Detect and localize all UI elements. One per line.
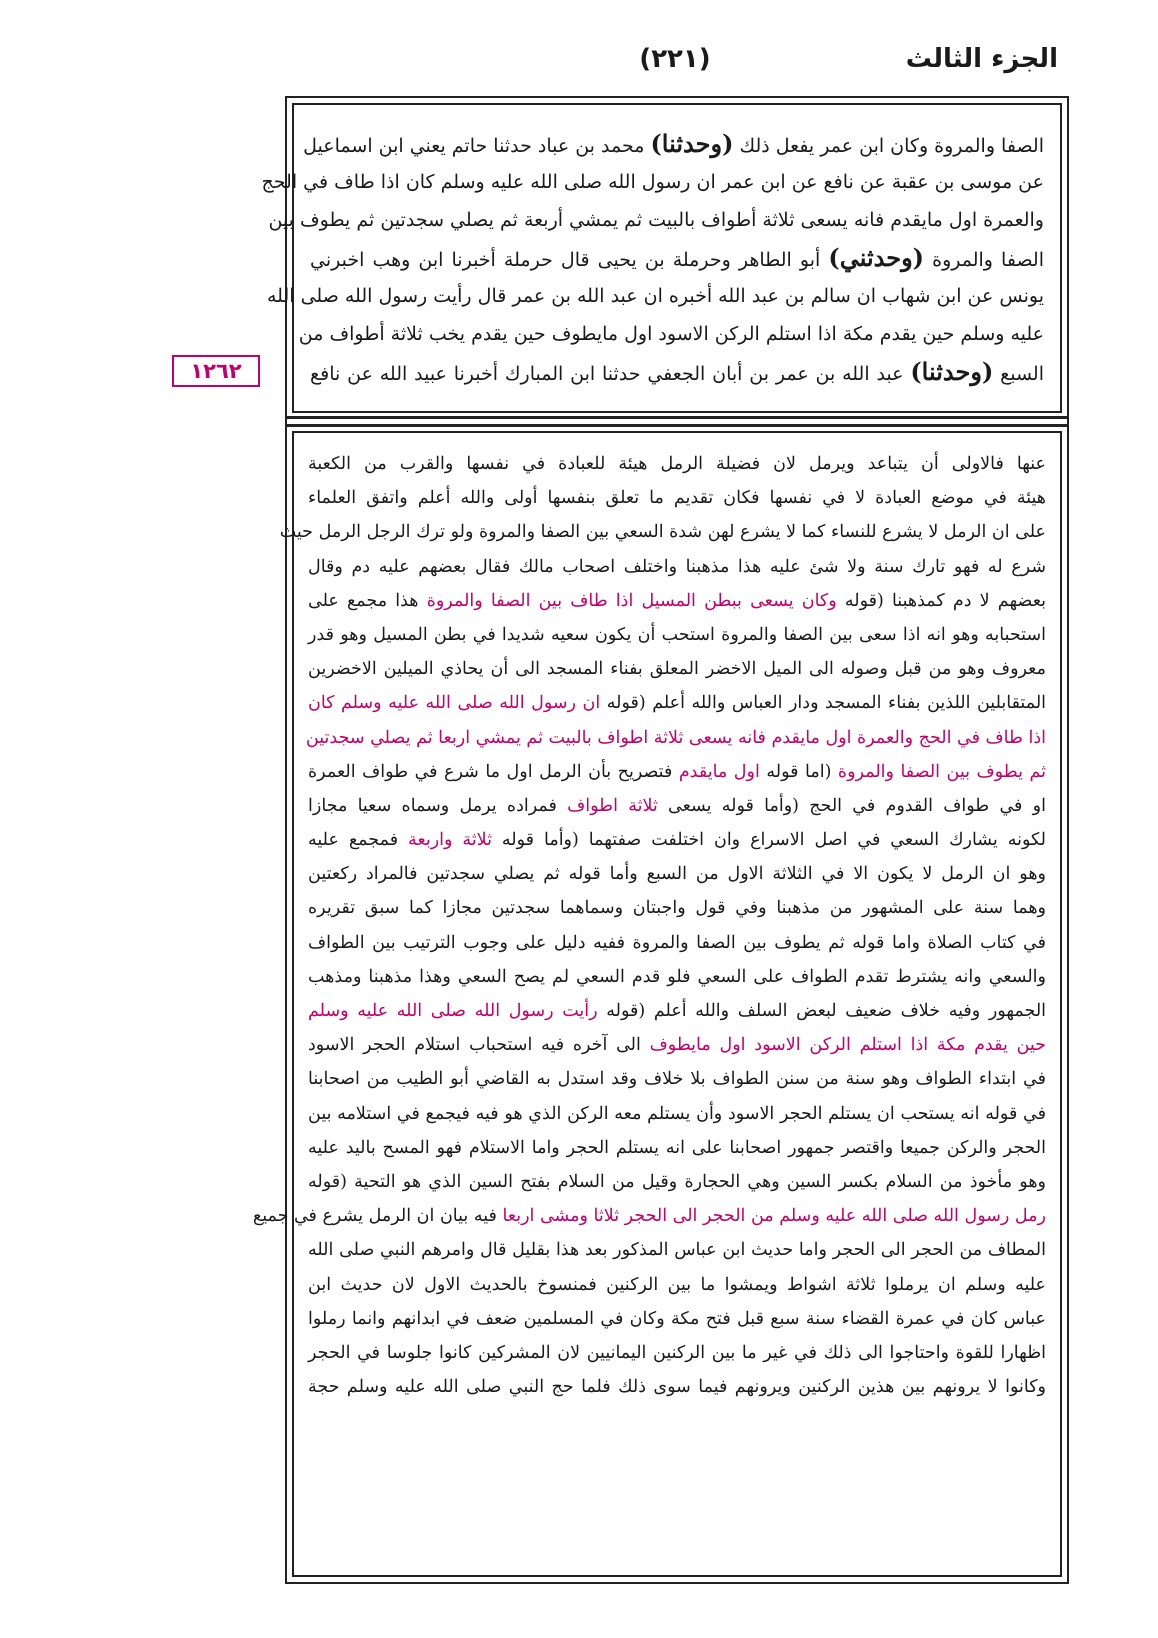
- text-segment: فمراده يرمل وسماه سعيا مجازا: [308, 795, 568, 816]
- highlighted-quote: ثم يطوف بين الصفا والمروة: [837, 761, 1046, 782]
- text-segment: وهما سنة على المشهور من مذهبنا وفي قول واجبتان وسماهما سجدتين مجازا كما سبق تقريره: [308, 898, 1046, 919]
- hadith-text-box: [261, 103, 1062, 413]
- text-line: [268, 201, 1044, 239]
- text-segment: هذا مجمع على: [308, 590, 427, 611]
- text-segment: عليه وسلم ان يرملوا ثلاثة اشواط ويمشوا ما بين الركنين فمنسوخ بالحديث الاول لان حديث ابن: [308, 1274, 1046, 1295]
- text-segment: عباس كان في عمرة القضاء سنة سبع قبل فتح مكة وكان في المسلمين ضعف في ابدانهم وانما رملوا: [308, 1308, 1046, 1329]
- highlighted-quote: ان رسول الله صلى الله عليه وسلم كان: [308, 693, 601, 714]
- text-line: [308, 1028, 1046, 1062]
- text-segment: الى آخره فيه استحباب استلام الحجر الاسود: [308, 1035, 650, 1056]
- text-segment: وهو ان الرمل لا يكون الا في الثلاثة الاول من السبع وأما قوله ثم يصلي سجدتين فالمراد ركعتين: [308, 864, 1046, 885]
- text-segment: يونس عن ابن شهاب ان سالم بن عبد الله أخبره ان عبد الله بن عمر قال رأيت رسول الله صلى الله: [266, 285, 1044, 307]
- text-line: [308, 1268, 1046, 1302]
- text-line: [308, 789, 1046, 823]
- text-segment: محمد بن عباد حدثنا حاتم يعني ابن اسماعيل: [303, 135, 651, 157]
- highlighted-quote: اول مايقدم: [678, 761, 760, 782]
- text-segment: الصفا والمروة وكان ابن عمر يفعل ذلك: [733, 135, 1044, 157]
- text-line: [308, 1370, 1046, 1404]
- text-line: [308, 686, 1046, 720]
- text-segment: فيه بيان ان الرمل يشرع في جميع: [252, 1206, 503, 1227]
- text-segment: المتقابلين اللذين بفناء المسجد ودار العباس والله أعلم (قوله: [600, 693, 1047, 714]
- commentary-box: [252, 431, 1062, 1577]
- text-segment: الصفا والمروة: [924, 249, 1044, 271]
- text-line: [308, 1302, 1046, 1336]
- narration-marker: (وحدثنا): [650, 129, 734, 158]
- text-segment: على ان الرمل لا يشرع للنساء كما لا يشرع لهن شدة السعي بين الصفا والمروة ولو ترك الرجل الرمل حيث: [279, 522, 1046, 543]
- text-line: [308, 994, 1046, 1028]
- text-line: [308, 1336, 1046, 1370]
- text-line: [266, 277, 1044, 315]
- narration-marker: (وحدثنا): [910, 357, 994, 386]
- text-line: [252, 1199, 1046, 1233]
- commentary-text: [252, 447, 1047, 1404]
- text-line: [308, 823, 1046, 857]
- text-line: [310, 353, 1044, 391]
- text-line: [308, 1233, 1046, 1267]
- part-title: الجزء الثالث: [905, 44, 1058, 74]
- text-line: [308, 1131, 1046, 1165]
- text-line: [308, 1165, 1046, 1199]
- text-segment: هيئة في موضع العبادة لا في نفسها فكان تقديم ما تعلق بنفسها أولى والله أعلم واتفق العلماء: [308, 488, 1046, 509]
- text-segment: السبع: [993, 363, 1044, 385]
- narration-marker: (وحدثني): [828, 243, 925, 272]
- text-segment: في كتاب الصلاة واما قوله ثم يطوف بين الصفا والمروة ففيه دليل على وجوب الترتيب بين الطواف: [308, 932, 1046, 953]
- highlighted-quote: رمل رسول الله صلى الله عليه وسلم من الحجر الى الحجر ثلاثا ومشى اربعا: [502, 1206, 1046, 1227]
- text-line: [298, 315, 1044, 353]
- hadith-text: [261, 125, 1044, 391]
- text-segment: وكانوا لا يرونهم بين هذين الركنين ويرونهم فيما سوى ذلك فلما حج النبي صلى الله عليه وسلم حجة: [308, 1377, 1046, 1398]
- highlighted-quote: رأيت رسول الله صلى الله عليه وسلم: [308, 1001, 598, 1021]
- text-line: [261, 163, 1044, 201]
- text-segment: والعمرة اول مايقدم فانه يسعى ثلاثة أطواف بالبيت ثم يمشي أربعة ثم يصلي سجدتين ثم يطوف بين: [268, 209, 1044, 231]
- highlighted-quote: حين يقدم مكة اذا استلم الركن الاسود اول مايطوف: [649, 1035, 1046, 1056]
- text-segment: في قوله انه يستحب ان يستلم الحجر الاسود وأن يستلم معه الركن الذي هو فيه فيجمع في استلامه بين: [308, 1103, 1046, 1124]
- text-segment: عن موسى بن عقبة عن نافع عن ابن عمر ان رسول الله صلى الله عليه وسلم كان اذا طاف في الحج: [261, 171, 1044, 193]
- separator-rule: [287, 416, 1067, 419]
- highlighted-quote: وكان يسعى ببطن المسيل اذا طاف بين الصفا والمروة: [426, 590, 837, 611]
- text-line: [279, 515, 1046, 549]
- text-line: [308, 960, 1046, 994]
- text-line: [308, 857, 1046, 891]
- hadith-number-box: ١٢٦٢: [172, 355, 260, 387]
- separator-rule: [287, 424, 1067, 427]
- text-line: [308, 447, 1046, 481]
- text-line: [308, 755, 1046, 789]
- text-segment: فمجمع عليه: [308, 830, 408, 851]
- text-segment: فتصريح بأن الرمل اول ما شرع في طواف العمرة: [308, 761, 679, 782]
- highlighted-quote: ثلاثة واربعة: [408, 830, 492, 851]
- text-line: [305, 721, 1046, 755]
- text-segment: بعضهم لا دم كمذهبنا (قوله: [836, 590, 1047, 611]
- text-line: [308, 926, 1046, 960]
- text-line: [308, 550, 1046, 584]
- text-segment: والسعي وانه يشترط تقدم الطواف على السعي فلو قدم السعي لم يصح السعي وهذا مذهبنا ومذهب: [308, 966, 1046, 987]
- text-line: [303, 125, 1044, 163]
- text-segment: استحبابه وهو انه اذا سعى بين الصفا والمروة استحب أن يكون سعيه شديدا في بطن المسيل وهو قدر: [308, 624, 1046, 645]
- text-segment: الحجر والركن جميعا واقتصر جمهور اصحابنا على انه يستلم الحجر واما الاستلام فهو المسح باليد عليه: [308, 1137, 1046, 1158]
- text-segment: معروف وهو من قبل وصوله الى الميل الاخضر المعلق بفناء المسجد الى أن يحاذي الميلين الاخضرين: [308, 659, 1046, 680]
- page-frame: [252, 96, 1069, 1584]
- text-segment: اظهارا للقوة واحتاجوا الى ذلك في غير ما بين الركنين اليمانيين لان المشركين كانوا جلوسا في الحجر: [308, 1342, 1046, 1363]
- text-line: [308, 652, 1046, 686]
- text-line: [308, 618, 1046, 652]
- text-line: [308, 481, 1046, 515]
- text-line: [308, 584, 1046, 618]
- text-segment: المطاف من الحجر الى الحجر واما حديث ابن عباس المذكور بعد هذا بقليل قال وامرهم النبي صلى الله: [308, 1240, 1046, 1261]
- text-segment: أبو الطاهر وحرملة بن يحيى قال حرملة أخبرنا ابن وهب اخبرني: [310, 249, 829, 271]
- page-number: (٢٢١): [639, 44, 711, 74]
- text-segment: لكونه يشارك السعي في اصل الاسراع وان اختلفت صفتهما (وأما قوله: [491, 830, 1047, 851]
- text-segment: الجمهور وفيه خلاف ضعيف لبعض السلف والله أعلم (قوله: [597, 1001, 1047, 1021]
- text-line: [308, 1062, 1046, 1096]
- text-segment: وهو مأخوذ من السلام بكسر السين وهي الحجارة وقيل من السلام بفتح السين الذي هو التحية (قوله: [308, 1171, 1046, 1192]
- text-segment: عليه وسلم حين يقدم مكة اذا استلم الركن الاسود اول مايطوف حين يقدم يخب ثلاثة أطواف من: [298, 323, 1044, 345]
- text-line: [308, 891, 1046, 925]
- text-segment: شرع له فهو تارك سنة ولا شئ عليه هذا مذهبنا واختلف اصحاب مالك فقال بعضهم عليه دم وقال: [308, 556, 1046, 577]
- highlighted-quote: ثلاثة اطواف: [567, 795, 658, 816]
- text-line: [310, 239, 1044, 277]
- text-segment: عنها فالاولى أن يتباعد ويرمل لان فضيلة الرمل هيئة للعبادة في نفسها والقرب من الكعبة: [308, 454, 1046, 474]
- text-line: [308, 1097, 1046, 1131]
- text-segment: او في طواف القدوم في الحج (وأما قوله يسعى: [657, 795, 1046, 816]
- text-segment: عبد الله بن عمر بن أبان الجعفي حدثنا ابن المبارك أخبرنا عبيد الله عن نافع: [310, 363, 911, 385]
- text-segment: في ابتداء الطواف وهو سنة من سنن الطواف بلا خلاف وقد استدل به القاضي أبو الطيب من اصحابنا: [308, 1069, 1046, 1090]
- text-segment: (اما قوله: [759, 761, 838, 782]
- page-header: [280, 44, 1070, 94]
- highlighted-quote: اذا طاف في الحج والعمرة اول مايقدم فانه يسعى ثلاثة اطواف بالبيت ثم يمشي اربعا ثم يصلي سجدتين: [305, 727, 1046, 748]
